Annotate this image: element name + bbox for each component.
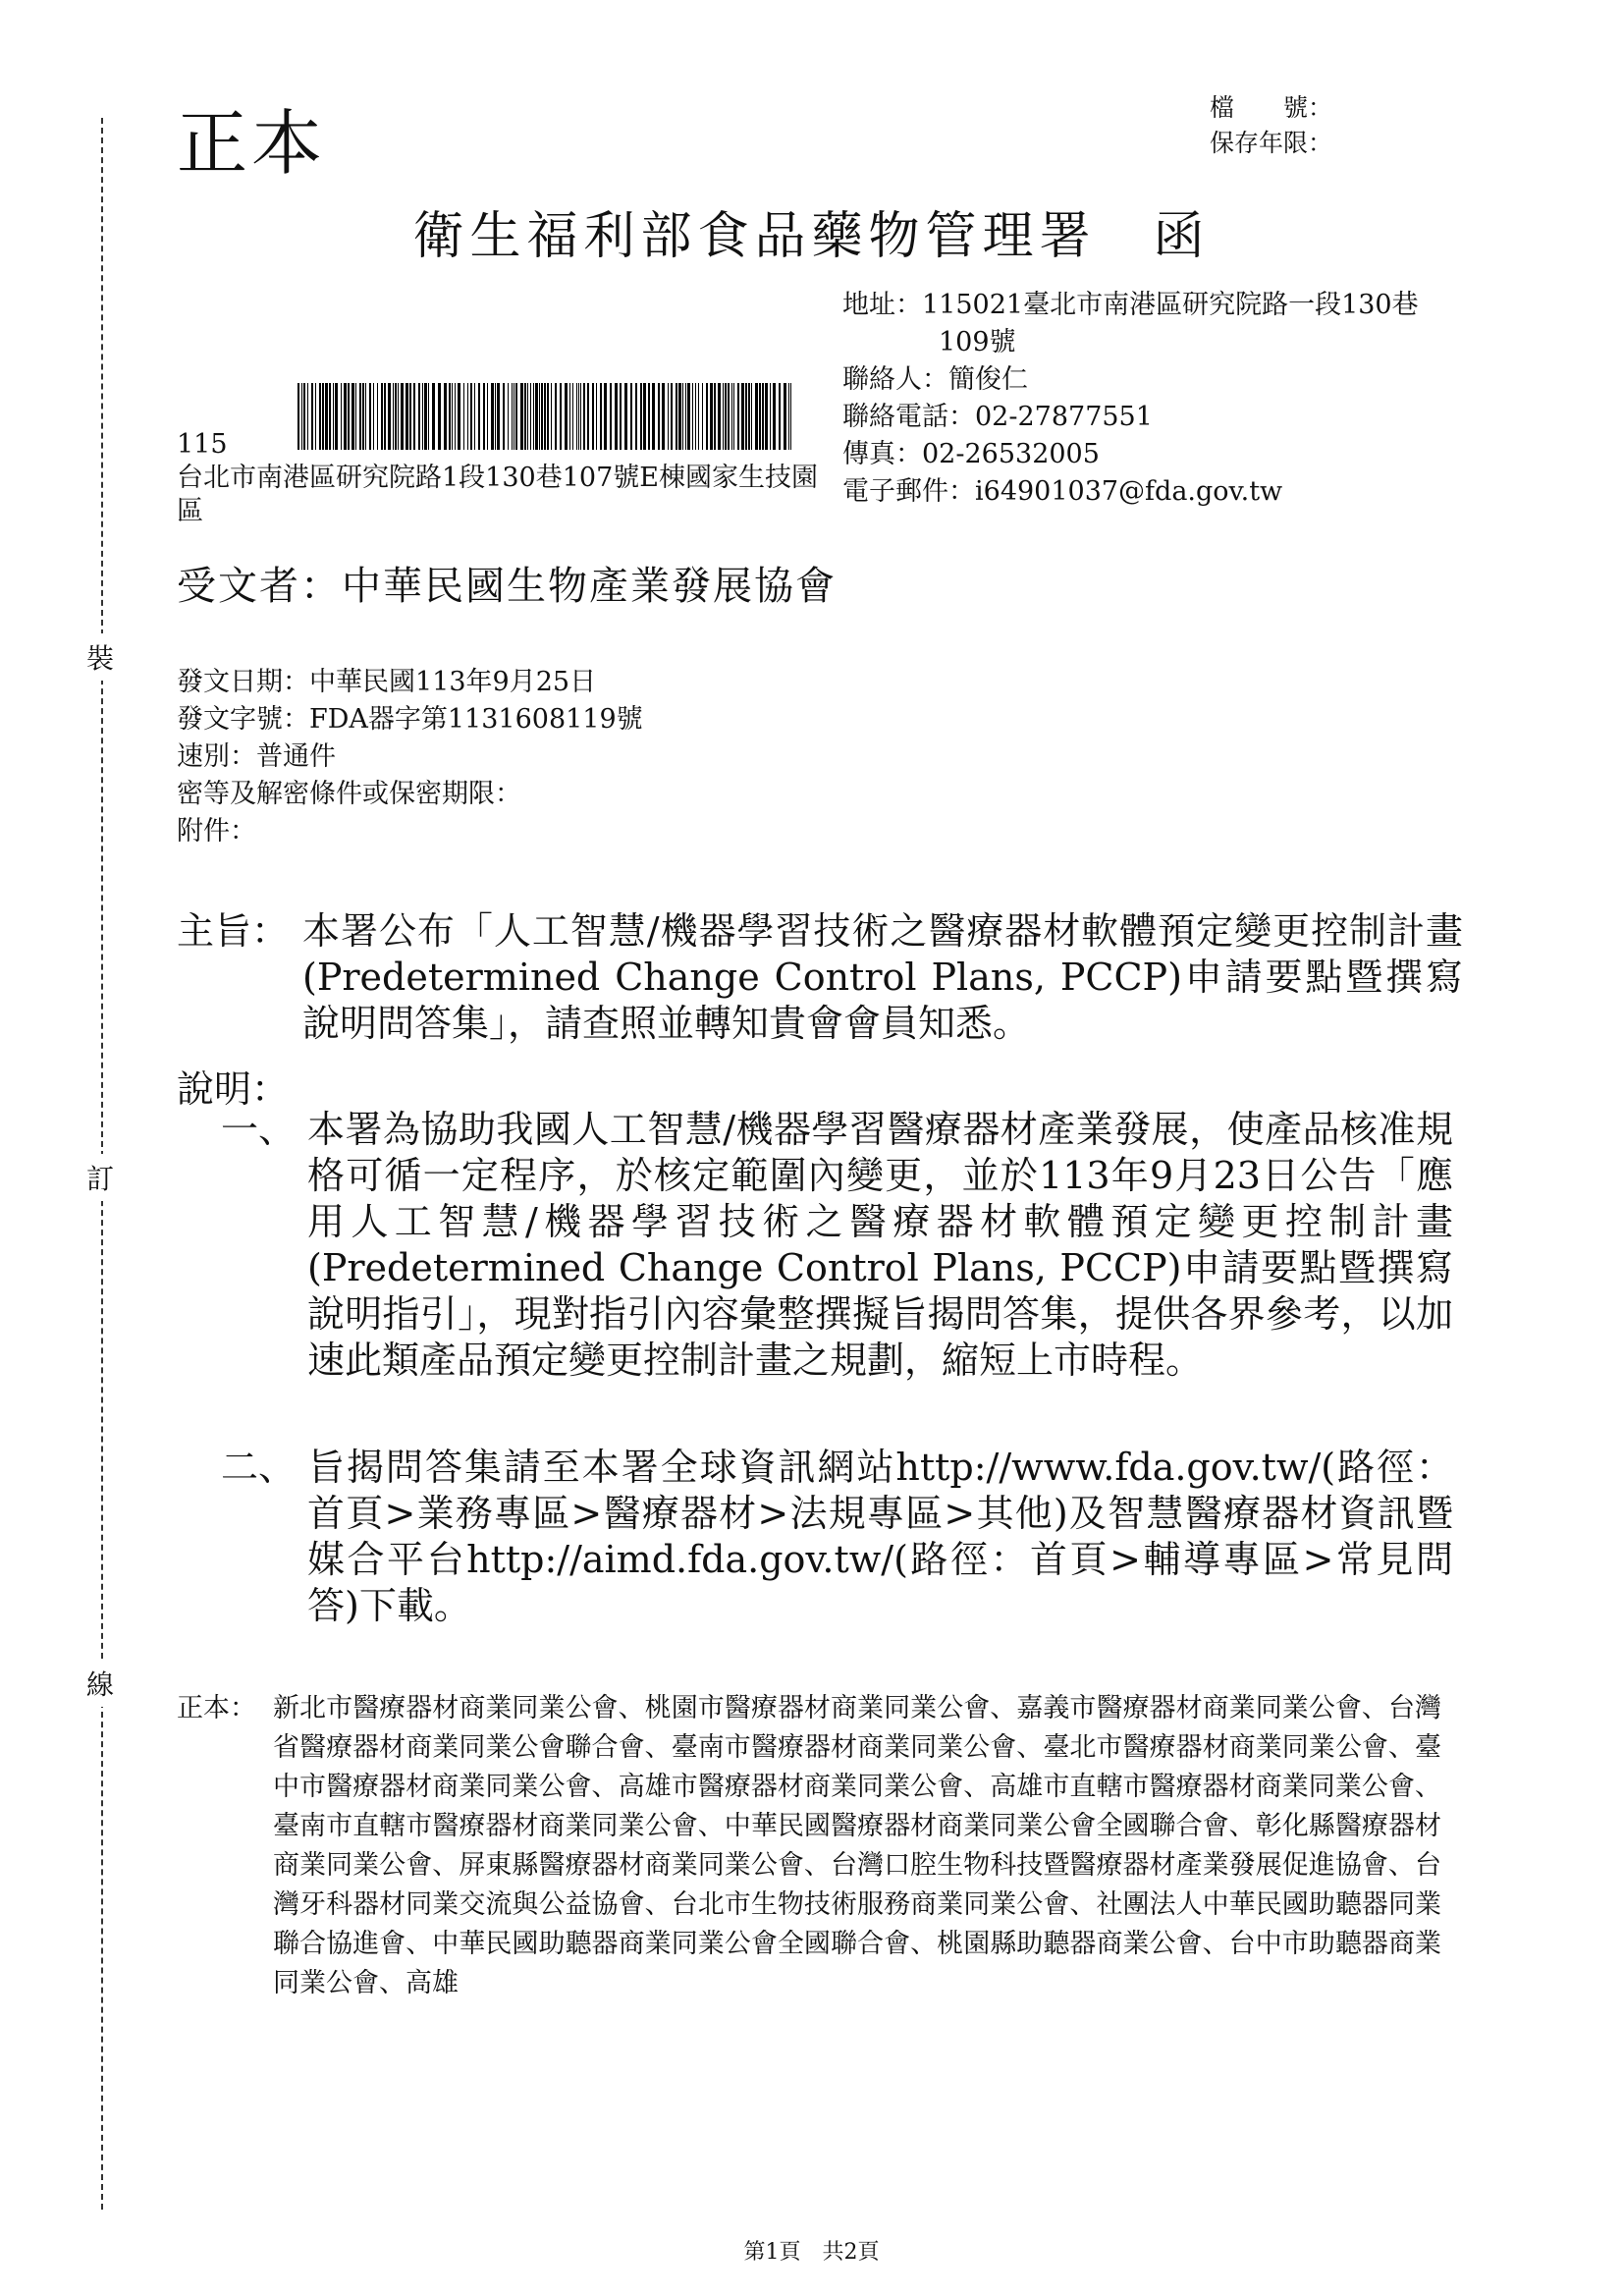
- delivery-speed: 速別：普通件: [177, 741, 336, 772]
- subject: [177, 908, 1463, 1047]
- contact-fax: 傳真：02-26532005: [842, 439, 1100, 469]
- subject-text: 本署公布「人工智慧/機器學習技術之醫療器材軟體預定變更控制計畫(Predetermined Change Control Plans, PCCP)申請要點暨撰寫說明問答集」，請查照並轉知貴會會員知悉。: [302, 909, 1463, 1045]
- copies-list: 新北市醫療器材商業同業公會、桃園市醫療器材商業同業公會、嘉義市醫療器材商業同業公會、台灣省醫療器材商業同業公會聯合會、臺南市醫療器材商業同業公會、臺北市醫療器材商業同業公會、臺中市醫療器材商業同業公會、高雄市醫療器材商業同業公會、高雄市直轄市醫療器材商業同業公會、臺南市直轄市醫療器材商業同業公會、中華民國醫療器材商業同業公會全國聯合會、彰化縣醫療器材商業同業公會、屏東縣醫療器材商業同業公會、台灣口腔生物科技暨醫療器材產業發展促進協會、台灣牙科器材同業交流與公益協會、台北市生物技術服務商業同業公會、社團法人中華民國助聽器同業聯合協進會、中華民國助聽器商業同業公會全國聯合會、桃園縣助聽器商業公會、台中市助聽器商業同業公會、高雄: [273, 1693, 1441, 1998]
- original-copy-stamp: 正本: [177, 102, 327, 185]
- address-line-1: 地址：115021臺北市南港區研究院路一段130巷: [842, 290, 1419, 320]
- postal-code: 115: [177, 429, 228, 460]
- contact-email: 電子郵件：i64901037@fda.gov.tw: [842, 476, 1283, 507]
- sender-street: 台北市南港區研究院路1段130巷107號E棟國家生技園區: [177, 463, 818, 526]
- file-meta: [1210, 90, 1332, 161]
- explanation-label: 說明：: [177, 1067, 290, 1111]
- subject-label: 主旨：: [177, 909, 290, 953]
- contact-phone: 聯絡電話：02-27877551: [842, 402, 1153, 432]
- secrecy-level: 密等及解密條件或保密期限：: [177, 779, 521, 809]
- attachments: 附件：: [177, 816, 256, 847]
- binding-mark: 訂: [86, 1154, 114, 1201]
- contact-person: 聯絡人：簡俊仁: [842, 364, 1028, 395]
- explanation-item: [221, 1107, 1453, 1384]
- issue-date: 發文日期：中華民國113年9月25日: [177, 667, 597, 697]
- item-text: 本署為協助我國人工智慧/機器學習醫療器材產業發展，使產品核准規格可循一定程序，於核定範圍內變更，並於113年9月23日公告「應用人工智慧/機器學習技術之醫療器材軟體預定變更控制計畫 (Predetermined Change Control Plans, PCCP)申請要點暨撰寫說明指引」，現對指引內容彙整撰擬旨揭問答集，提供各界參考，以加速此類產品預定變更控制計畫之規劃，縮短上市時程。: [307, 1108, 1453, 1382]
- address-line-2: 109號: [939, 327, 1016, 357]
- binding-mark: 線: [86, 1660, 114, 1707]
- file-number: 檔 號：: [1210, 93, 1333, 122]
- agency-title: 衛生福利部食品藥物管理署 函: [412, 207, 1211, 266]
- document-number: 發文字號：FDA器字第1131608119號: [177, 704, 643, 735]
- document-meta: [177, 664, 643, 850]
- binding-mark: 裝: [86, 633, 114, 681]
- copies-label: 正本：: [177, 1693, 256, 1723]
- copies-to: [177, 1689, 1441, 2003]
- retention-period: 保存年限：: [1210, 129, 1333, 157]
- item-number: 一、: [221, 1108, 297, 1151]
- explanation-item: [221, 1445, 1453, 1629]
- recipient: 受文者：中華民國生物產業發展協會: [177, 564, 837, 609]
- item-text: 旨揭問答集請至本署全球資訊網站http://www.fda.gov.tw/(路徑：首頁>業務專區>醫療器材>法規專區>其他)及智慧醫療器材資訊暨媒合平台http://aimd.fda.gov.tw/(路徑：首頁>輔導專區>常見問答)下載。: [307, 1446, 1453, 1627]
- contact-block: [842, 287, 1419, 511]
- item-number: 二、: [221, 1446, 297, 1489]
- sender-address: [177, 428, 825, 528]
- page-number: 第1頁 共2頁: [743, 2240, 880, 2265]
